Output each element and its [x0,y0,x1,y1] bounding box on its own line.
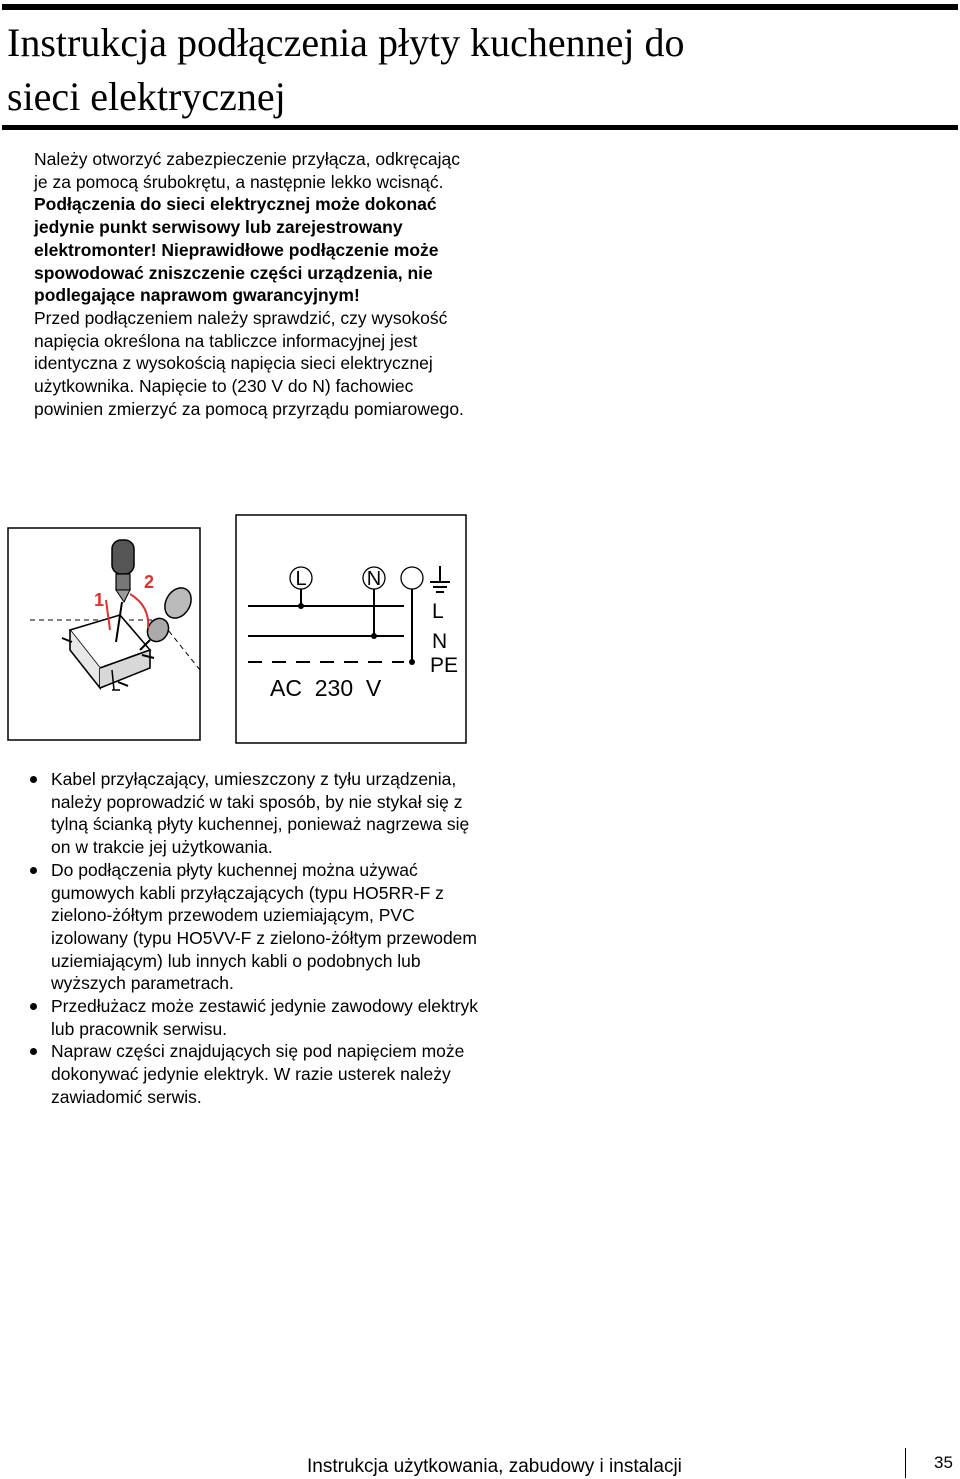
title-rule [2,125,958,130]
step-2-arrow [130,594,148,628]
terminal-box [62,615,154,690]
terminal-pe-icon [401,567,423,589]
intro-warning-bold: Podłączenia do sieci elektrycznej może dokonać jedynie punkt serwisowy lub zarejestrowany elektromonter! Nieprawidłowe podłączenie może spowodować zniszczenie części urządzenia, nie podlegające naprawom gwarancyjnym! [34,194,439,306]
wire-pe-label: PE [430,654,459,677]
step-2-label: 2 [144,572,155,592]
step-1-label: 1 [94,590,105,610]
terminal-n-label: N [366,568,382,590]
connection-figure [0,510,480,750]
intro-paragraph-3: Przed podłączeniem należy sprawdzić, czy wysokość napięcia określona na tabliczce informacyjnej jest identyczna z wysokością napięcia sieci elektrycznej użytkownika. Napięcie to (230 V do N) fachowiec powinien zmierzyć za pomocą przyrządu pomiarowego. [34,307,464,419]
top-rule [2,4,958,10]
ground-icon [430,566,450,592]
bullet-icon [30,1003,37,1010]
wiring-diagram [236,515,466,743]
title-line-2: sieci elektrycznej [7,74,286,119]
page-title [7,16,947,124]
bullet-icon [30,776,37,783]
footer-title: Instrukcja użytkowania, zabudowy i instalacji [307,1456,682,1477]
intro-paragraph-1: Należy otworzyć zabezpieczenie przyłącza, odkręcając je za pomocą śrubokrętu, a następnie lekko wcisnąć. [34,149,461,192]
wire-l-label: L [432,600,444,623]
list-item: Napraw części znajdujących się pod napięciem może dokonywać jedynie elektryk. W razie usterek należy zawiadomić serwis. [26,1040,486,1108]
list-item: Przedłużacz może zestawić jedynie zawodowy elektryk lub pracownik serwisu. [26,995,486,1040]
bullet-icon [30,1048,37,1055]
list-item: Do podłączenia płyty kuchennej można używać gumowych kabli przyłączających (typu HO5RR-F z zielono-żółtym przewodem uziemiającym, PVC izolowany (typu HO5VV-F z zielono-żółtym przewodem uziemiającym) lub innych kabli o podobnych lub wyższych parametrach. [26,859,486,995]
page-number: 35 [934,1453,953,1472]
title-line-1: Instrukcja podłączenia płyty kuchennej do [7,20,685,65]
footer-divider [905,1448,906,1478]
intro-text [34,148,474,420]
terminal-l-label: L [295,568,307,590]
list-item: Kabel przyłączający, umieszczony z tyłu urządzenia, należy poprowadzić w taki sposób, by nie stykał się z tylną ścianką płyty kuchennej, ponieważ nagrzewa się on w trakcie jej użytkowania. [26,768,486,859]
installation-illustration [8,528,200,740]
safety-bullet-list [26,768,486,1109]
supply-voltage-label: AC 230 V [270,675,382,701]
knob-icon [140,583,196,650]
wire-n-label: N [432,630,448,653]
bullet-icon [30,867,37,874]
